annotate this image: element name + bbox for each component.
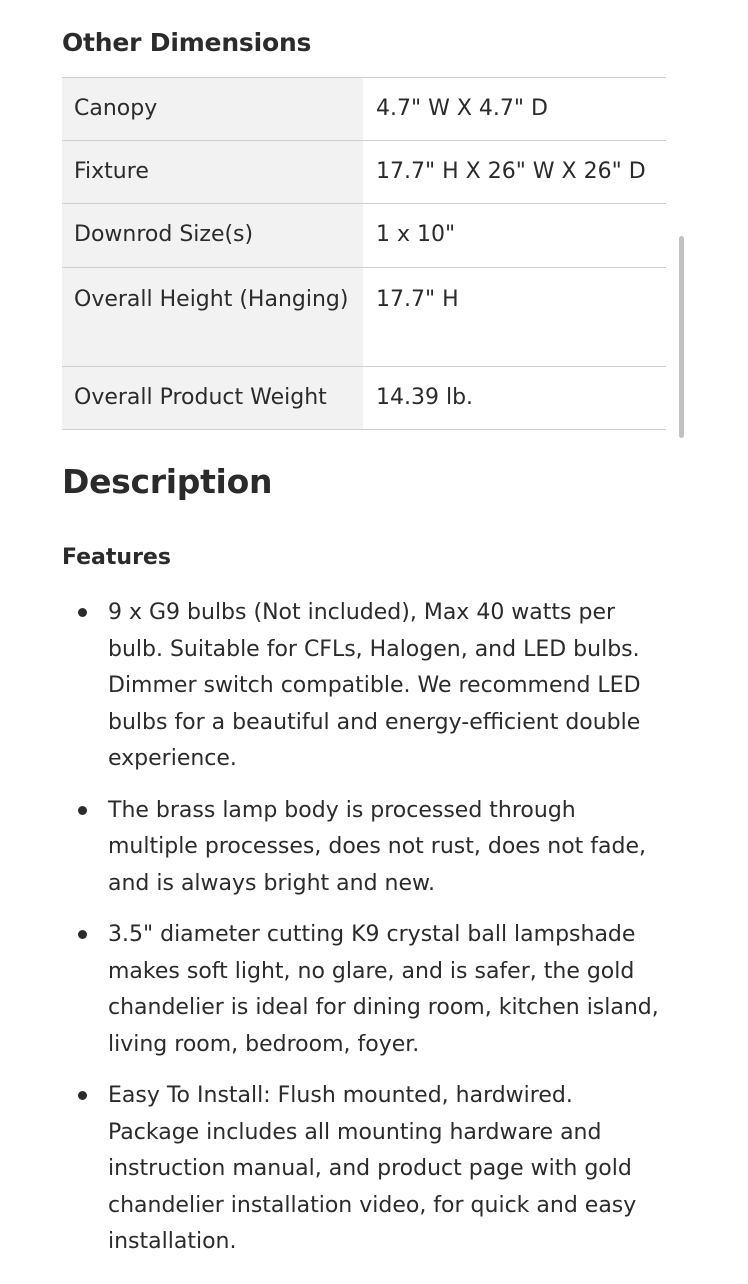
feature-text: The brass lamp body is processed through multiple processes, does not rust, does not fade, and is always bright and new. xyxy=(108,797,647,896)
table-row xyxy=(62,141,666,204)
features-title: Features xyxy=(62,545,171,570)
bullet-icon xyxy=(78,608,87,617)
bullet-icon xyxy=(78,1091,87,1100)
table-row xyxy=(62,367,666,430)
list-item xyxy=(62,595,666,778)
description-title: Description xyxy=(62,462,273,501)
other-dimensions-title: Other Dimensions xyxy=(62,28,312,57)
dimension-label: Fixture xyxy=(62,141,363,203)
feature-text: 9 x G9 bulbs (Not included), Max 40 watts per bulb. Suitable for CFLs, Halogen, and LED bulbs. Dimmer switch compatible. We recommend LED bulbs for a beautiful and energy-efficient double experience. xyxy=(108,600,641,771)
list-item xyxy=(62,793,666,903)
feature-text: 3.5" diameter cutting K9 crystal ball lampshade makes soft light, no glare, and is safer, the gold chandelier is ideal for dining room, kitchen island, living room, bedroom, foyer. xyxy=(108,922,659,1057)
dimension-value: 4.7" W X 4.7" D xyxy=(376,96,548,121)
dimension-label: Canopy xyxy=(62,78,363,140)
features-list xyxy=(62,595,666,1276)
table-row xyxy=(62,78,666,141)
dimension-value: 17.7" H X 26" W X 26" D xyxy=(376,159,646,184)
dimension-label: Downrod Size(s) xyxy=(62,204,363,267)
bullet-icon xyxy=(78,806,87,815)
table-row xyxy=(62,204,666,268)
list-item xyxy=(62,1078,666,1261)
feature-text: Easy To Install: Flush mounted, hardwired. Package includes all mounting hardware and instruction manual, and product page with gold chandelier installation video, for quick and easy installation. xyxy=(108,1083,637,1254)
dimension-label: Overall Product Weight xyxy=(62,367,363,429)
table-row xyxy=(62,268,666,367)
bullet-icon xyxy=(78,930,87,939)
scrollbar[interactable] xyxy=(679,236,684,438)
dimension-label: Overall Height (Hanging) xyxy=(62,268,363,366)
dimension-value: 14.39 lb. xyxy=(376,385,474,410)
dimensions-table xyxy=(62,77,666,430)
list-item xyxy=(62,917,666,1063)
dimension-value: 1 x 10" xyxy=(376,222,456,247)
dimension-value: 17.7" H xyxy=(376,287,459,312)
